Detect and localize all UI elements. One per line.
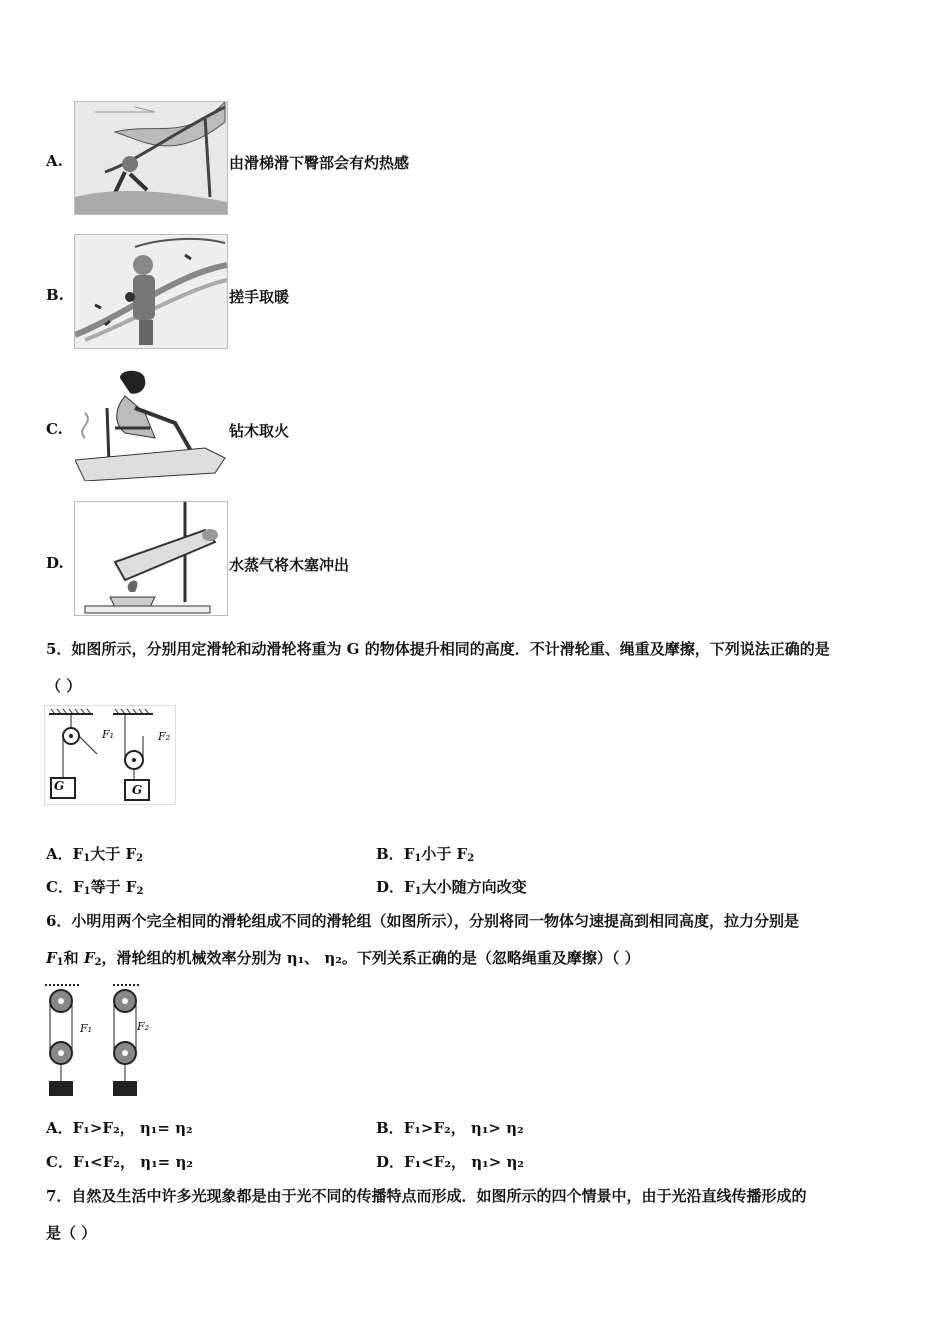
- option-label: A.: [46, 152, 63, 170]
- q6-answer-c: C．F₁<F₂， η₁= η₂: [46, 1153, 193, 1171]
- q6-stem-line2: $F_1$和 $F_2$，滑轮组的机械效率分别为 η₁、 η₂。下列关系正确的是（忽略绳重及摩擦）（ ）: [46, 949, 640, 968]
- q6-figure-f1-label: F₁: [80, 1022, 93, 1035]
- rubbing-hands-illustration-icon: [74, 234, 228, 349]
- q6-figure-f2-label: F₂: [137, 1020, 150, 1033]
- option-label: B.: [46, 286, 64, 304]
- option-text: 由滑梯滑下臀部会有灼热感: [229, 154, 410, 172]
- q5-figure-f2-label: F₂: [158, 730, 171, 743]
- slide-illustration-icon: [74, 101, 228, 215]
- q5-stem-line1: 5．如图所示，分别用定滑轮和动滑轮将重为 G 的物体提升相同的高度．不计滑轮重、绳重及摩擦，下列说法正确的是: [46, 640, 830, 658]
- q5-answer-a: A．$F_1$大于 $F_2$: [46, 845, 144, 864]
- q7-stem-line2: 是（ ）: [46, 1224, 97, 1242]
- q6-answer-d: D．F₁<F₂， η₁> η₂: [376, 1153, 524, 1171]
- q5-stem-line2: （ ）: [46, 677, 82, 695]
- q6-answer-b: B．F₁>F₂， η₁> η₂: [376, 1119, 524, 1137]
- pulley-block-diagram-q6-icon: [40, 980, 162, 1099]
- steam-cork-illustration-icon: [74, 501, 228, 616]
- q5-answer-d: D．$F_1$大小随方向改变: [376, 878, 527, 897]
- q5-figure-f1-label: F₁: [102, 728, 115, 741]
- drilling-wood-fire-illustration-icon: [74, 367, 228, 482]
- q5-figure-g1-label: G: [54, 779, 65, 793]
- q7-stem-line1: 7．自然及生活中许多光现象都是由于光不同的传播特点而形成．如图所示的四个情景中，由于光沿直线传播形成的: [46, 1187, 807, 1205]
- option-text: 水蒸气将木塞冲出: [229, 556, 350, 574]
- q6-stem-line1: 6．小明用两个完全相同的滑轮组成不同的滑轮组（如图所示），分别将同一物体匀速提高到相同高度，拉力分别是: [46, 912, 799, 930]
- q5-figure-g2-label: G: [132, 783, 143, 797]
- option-label: D.: [46, 554, 64, 572]
- q5-answer-b: B．$F_1$小于 $F_2$: [376, 845, 475, 864]
- q5-answer-c: C．$F_1$等于 $F_2$: [46, 878, 144, 897]
- option-text: 钻木取火: [229, 422, 290, 440]
- q6-answer-a: A．F₁>F₂， η₁= η₂: [46, 1119, 193, 1137]
- option-text: 搓手取暖: [229, 288, 290, 306]
- option-label: C.: [46, 420, 63, 438]
